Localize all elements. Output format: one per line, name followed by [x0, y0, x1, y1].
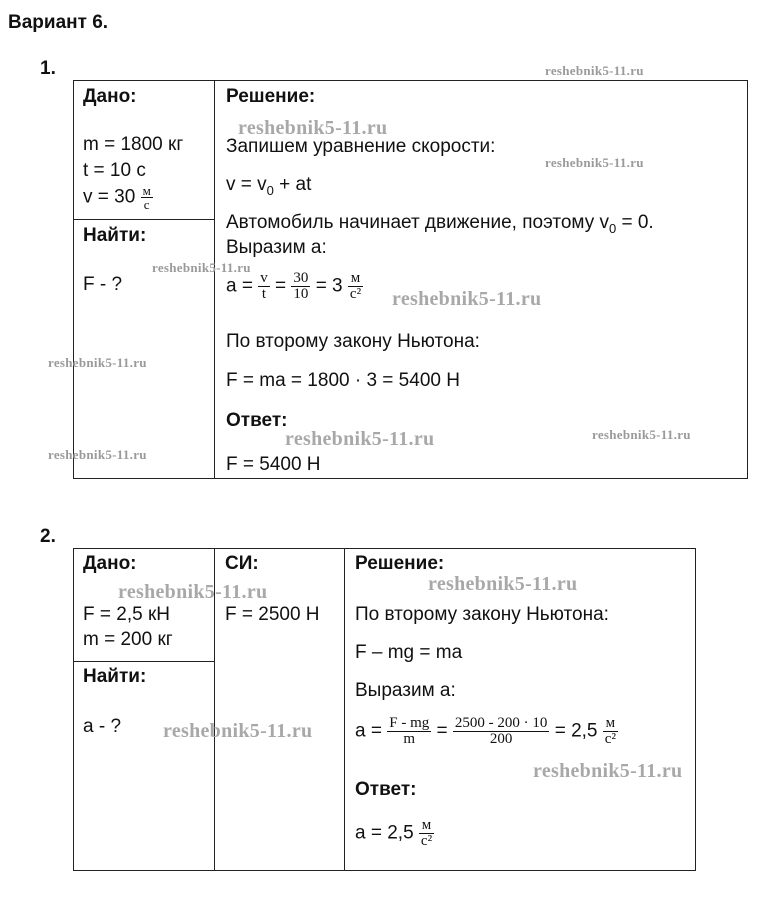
- problem-2-given-header: Дано:: [83, 553, 137, 574]
- problem-2-equation-1: F – mg = ma: [355, 642, 463, 663]
- velocity-unit: [141, 184, 153, 211]
- problem-1-given-time: t = 10 с: [83, 160, 146, 181]
- answer-unit: $\frac{м}{\text{с²}}$: [420, 817, 433, 849]
- problem-2-line-2: Выразим a:: [355, 680, 456, 701]
- problem-1-line-2: Автомобиль начинает движение, поэтому $v_0 = 0$.: [226, 212, 654, 236]
- problem-1-velocity-equation: $v = v_0$ + at: [226, 174, 312, 198]
- page-title: Вариант 6.: [8, 12, 109, 33]
- problem-1-force-equation: F = ma = 1800 · 3 = 5400 Н: [226, 370, 460, 391]
- problem-1-given-header: Дано:: [83, 86, 137, 107]
- velocity-unit-num: м: [142, 183, 151, 198]
- watermark: reshebnik5-11.ru: [545, 63, 644, 78]
- problem-2-line-1: По второму закону Ньютона:: [355, 604, 609, 625]
- problem-1-answer-value: F = 5400 Н: [226, 454, 321, 475]
- problem-2-solution-header: Решение:: [355, 553, 445, 574]
- frac-f-mg-over-m: $\frac{F - mg}{m}$: [389, 715, 430, 747]
- watermark: reshebnik5-11.ru: [152, 260, 251, 275]
- watermark: reshebnik5-11.ru: [533, 760, 683, 782]
- watermark: reshebnik5-11.ru: [48, 355, 147, 370]
- problem-1-answer-header: Ответ:: [226, 410, 288, 431]
- problem-1-line-1: Запишем уравнение скорости:: [226, 136, 496, 157]
- problem-2-si-value: F = 2500 Н: [225, 604, 320, 625]
- watermark: reshebnik5-11.ru: [118, 581, 268, 603]
- problem-2-answer-value: a = 2,5 $\frac{м}{\text{с²}}$: [355, 817, 433, 849]
- problem-1-line-3: Выразим a:: [226, 237, 327, 258]
- problem-1-given-velocity: [83, 184, 153, 211]
- watermark: reshebnik5-11.ru: [285, 428, 435, 450]
- watermark: reshebnik5-11.ru: [428, 573, 578, 595]
- watermark: reshebnik5-11.ru: [392, 288, 542, 310]
- problem-1-number: 1.: [40, 58, 56, 79]
- problem-1-find-value: F - ?: [83, 274, 123, 295]
- problem-1-acceleration-formula: a = $\frac{v}{t}$ = $\frac{30}{10}$ = 3 $\frac{м}{\text{с²}}$: [226, 270, 362, 302]
- frac-v-over-t: $\frac{v}{t}$: [260, 270, 268, 302]
- watermark: reshebnik5-11.ru: [592, 427, 691, 442]
- problem-1-find-header: Найти:: [83, 225, 147, 246]
- problem-2-si-header: СИ:: [225, 553, 259, 574]
- problem-2-find-header: Найти:: [83, 666, 147, 687]
- given-velocity-value: v = 30: [83, 186, 136, 208]
- problem-2-answer-header: Ответ:: [355, 779, 417, 800]
- problem-1-line-4: По второму закону Ньютона:: [226, 331, 480, 352]
- result-unit: $\frac{м}{\text{с²}}$: [604, 715, 616, 747]
- watermark: reshebnik5-11.ru: [545, 155, 644, 170]
- problem-1-solution-header: Решение:: [226, 86, 316, 107]
- watermark: reshebnik5-11.ru: [238, 117, 388, 139]
- frac-30-over-10: $\frac{30}{10}$: [293, 270, 309, 302]
- problem-2-acceleration-formula: a = $\frac{F - mg}{m}$ = $\frac{2500 - 200 \cdot 10}{200}$ = 2,5 $\frac{м}{\text{с²}}$: [355, 715, 616, 747]
- velocity-unit-den: с: [143, 197, 150, 212]
- problem-2-number: 2.: [40, 526, 56, 547]
- frac-numeric: $\frac{2500 - 200 \cdot 10}{200}$: [454, 715, 548, 747]
- problem-2-find-value: a - ?: [83, 716, 122, 737]
- problem-1-given-mass: m = 1800 кг: [83, 134, 184, 155]
- problem-2-given-mass: m = 200 кг: [83, 629, 173, 650]
- accel-unit: $\frac{м}{\text{с²}}$: [349, 270, 362, 302]
- problem-2-given-force: F = 2,5 кН: [83, 604, 170, 625]
- watermark: reshebnik5-11.ru: [163, 720, 313, 742]
- watermark: reshebnik5-11.ru: [48, 447, 147, 462]
